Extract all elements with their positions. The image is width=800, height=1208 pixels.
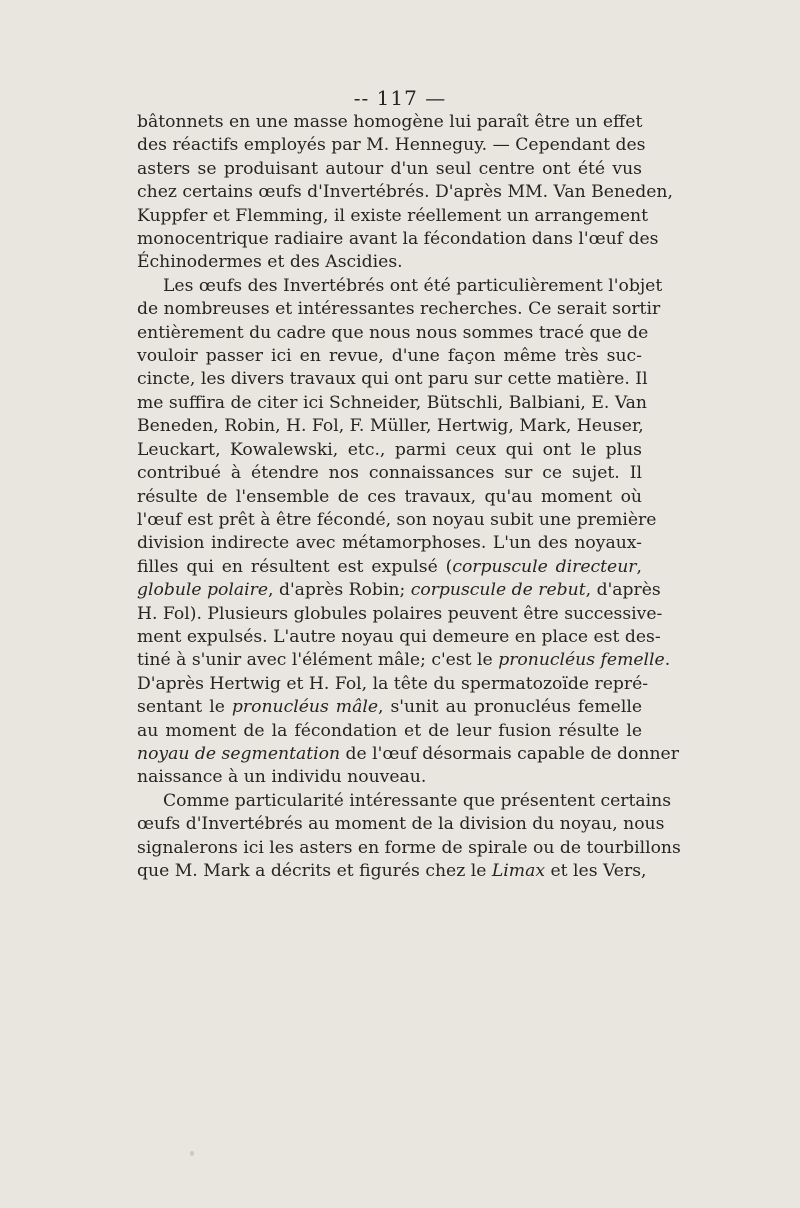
text-line bbox=[137, 696, 642, 719]
text-run: Beneden, Robin, H. Fol, F. Müller, Hertwig, Mark, Heuser, bbox=[137, 416, 644, 437]
text-line bbox=[137, 649, 671, 672]
text-run: , s'unit au pronucléus femelle bbox=[378, 697, 642, 718]
text-line bbox=[137, 837, 681, 860]
text-line bbox=[137, 486, 642, 509]
text-line bbox=[137, 743, 679, 766]
text-run: D'après Hertwig et H. Fol, la tête du spermatozoïde repré- bbox=[137, 673, 649, 694]
text-run: de nombreuses et intéressantes recherches. Ce serait sortir bbox=[137, 299, 661, 320]
text-run: signalerons ici les asters en forme de spirale ou de tourbillons bbox=[137, 837, 681, 858]
text-run: Comme particularité intéressante que présentent certains bbox=[163, 790, 672, 811]
text-line bbox=[137, 720, 642, 743]
text-run: que M. Mark a décrits et figurés chez le bbox=[137, 861, 492, 881]
text-run: sentant le bbox=[137, 697, 232, 718]
text-line bbox=[137, 626, 661, 649]
text-line bbox=[137, 860, 647, 883]
text-run: filles qui en résultent est expulsé ( bbox=[137, 556, 453, 577]
text-run: ment expulsés. L'autre noyau qui demeure en place est des- bbox=[137, 626, 661, 647]
text-line bbox=[137, 322, 649, 345]
text-run: des réactifs employés par M. Henneguy. — Cependant des bbox=[137, 135, 646, 156]
italic-term: corpuscule directeur bbox=[452, 556, 637, 577]
text-line bbox=[137, 111, 642, 134]
text-run: , bbox=[636, 556, 642, 577]
text-run: H. Fol). Plusieurs globules polaires peuvent être successive- bbox=[137, 603, 663, 624]
text-run: asters se produisant autour d'un seul centre ont été vus bbox=[137, 158, 642, 179]
text-run: Échinodermes et des Ascidies. bbox=[137, 252, 403, 273]
text-run: cincte, les divers travaux qui ont paru sur cette matière. Il bbox=[137, 369, 648, 390]
text-line bbox=[137, 181, 673, 204]
text-line bbox=[137, 766, 642, 789]
text-line bbox=[137, 462, 642, 485]
italic-term: pronucléus femelle bbox=[498, 650, 665, 671]
italic-term: corpuscule de rebut bbox=[410, 580, 586, 601]
text-run: résulte de l'ensemble de ces travaux, qu'au moment où bbox=[137, 486, 642, 507]
text-run: au moment de la fécondation et de leur fusion résulte le bbox=[137, 720, 642, 741]
text-line bbox=[137, 673, 649, 696]
text-line bbox=[137, 275, 663, 298]
text-line bbox=[137, 298, 661, 321]
page-number: -- 117 — bbox=[353, 86, 447, 110]
text-run: Kuppfer et Flemming, il existe réellement un arrangement bbox=[137, 205, 649, 226]
text-run: division indirecte avec métamorphoses. L'un des noyaux- bbox=[137, 533, 642, 554]
text-run: vouloir passer ici en revue, d'une façon même très suc- bbox=[137, 346, 642, 367]
text-line bbox=[137, 228, 659, 251]
text-line bbox=[137, 532, 642, 555]
text-run: Leuckart, Kowalewski, etc., parmi ceux qui ont le plus bbox=[137, 439, 642, 460]
text-line bbox=[137, 251, 642, 274]
text-run: contribué à étendre nos connaissances sur ce sujet. Il bbox=[137, 463, 642, 484]
italic-term: Limax bbox=[491, 861, 546, 881]
text-line bbox=[137, 345, 642, 368]
text-line bbox=[137, 603, 663, 626]
text-run: Les œufs des Invertébrés ont été particulièrement l'objet bbox=[163, 275, 663, 296]
text-run: de l'œuf désormais capable de donner bbox=[340, 743, 679, 764]
text-line bbox=[137, 579, 661, 602]
text-line bbox=[137, 205, 649, 228]
text-run: entièrement du cadre que nous nous sommes tracé que de bbox=[137, 322, 649, 343]
text-run: œufs d'Invertébrés au moment de la division du noyau, nous bbox=[137, 814, 665, 835]
text-line bbox=[137, 439, 642, 462]
text-run: , d'après Robin; bbox=[268, 580, 411, 601]
italic-term: noyau de segmentation bbox=[137, 743, 341, 764]
text-run: et les Vers, bbox=[545, 861, 647, 881]
paper-speck bbox=[190, 1151, 194, 1156]
text-line bbox=[137, 509, 657, 532]
text-line bbox=[137, 415, 642, 438]
text-run: bâtonnets en une masse homogène lui paraît être un effet bbox=[137, 112, 643, 132]
text-line bbox=[137, 368, 648, 391]
text-run: naissance à un individu nouveau. bbox=[137, 767, 427, 788]
body-text bbox=[137, 111, 681, 883]
text-run: monocentrique radiaire avant la fécondation dans l'œuf des bbox=[137, 229, 659, 250]
italic-term: pronucléus mâle bbox=[231, 697, 379, 718]
text-run: tiné à s'unir avec l'élément mâle; c'est le bbox=[137, 650, 499, 671]
italic-term: globule polaire bbox=[137, 580, 269, 601]
text-line bbox=[137, 134, 646, 157]
text-run: , d'après bbox=[585, 580, 661, 601]
text-run: me suffira de citer ici Schneider, Bütschli, Balbiani, E. Van bbox=[137, 392, 647, 413]
text-line bbox=[137, 158, 642, 181]
text-run: . bbox=[664, 650, 671, 671]
text-run: l'œuf est prêt à être fécondé, son noyau subit une première bbox=[137, 509, 657, 530]
text-run: chez certains œufs d'Invertébrés. D'après MM. Van Beneden, bbox=[137, 182, 673, 203]
text-line bbox=[137, 392, 647, 415]
text-line bbox=[137, 556, 642, 579]
text-line bbox=[137, 790, 672, 813]
text-line bbox=[137, 813, 665, 836]
